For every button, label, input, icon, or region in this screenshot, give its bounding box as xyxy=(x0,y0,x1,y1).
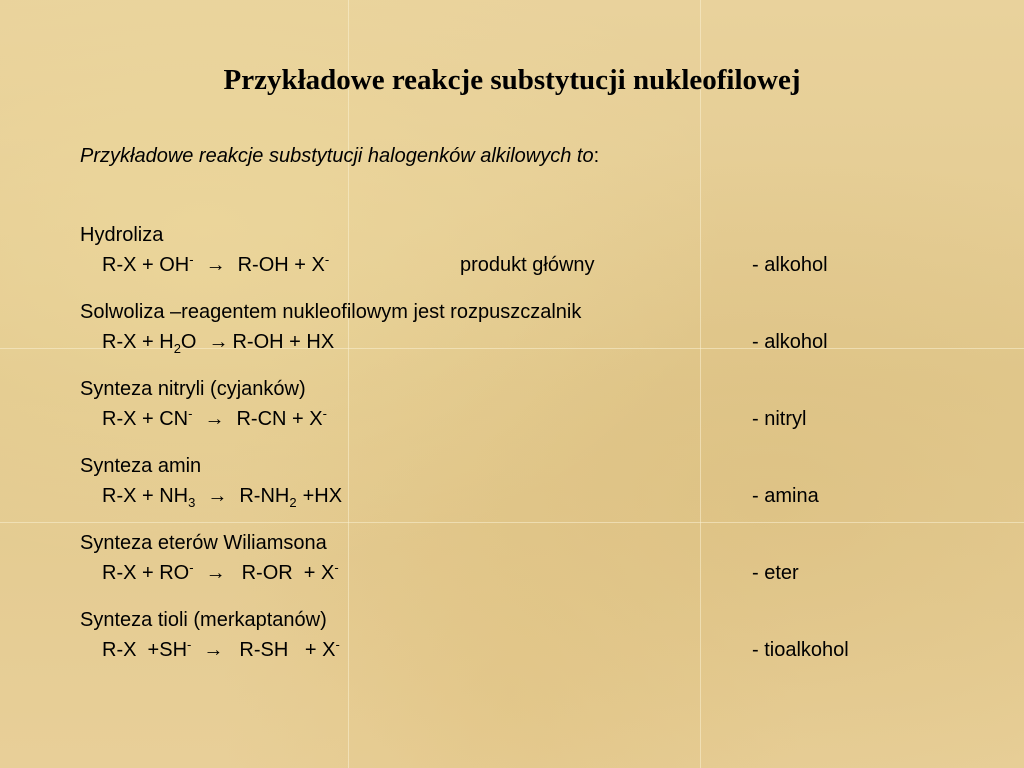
eq-sub: 2 xyxy=(289,495,297,510)
subtitle-text: Przykładowe reakcje substytucji halogenków alkilowych to xyxy=(80,145,594,167)
subtitle-colon: : xyxy=(593,145,600,167)
eq-part: R-OH + HX xyxy=(232,331,335,353)
eq-sub: 2 xyxy=(173,341,181,356)
eq-part: R-X + H xyxy=(102,331,174,353)
reaction-nitrile-synthesis xyxy=(80,374,980,434)
reaction-product: - tioalkohol xyxy=(752,639,849,661)
eq-part: R-X + CN xyxy=(102,408,189,430)
reaction-equation xyxy=(102,250,329,280)
reaction-equation-line xyxy=(80,327,980,357)
reaction-equation xyxy=(102,635,340,665)
reaction-arrow-icon: → xyxy=(205,562,226,584)
eq-part: R-OH + X xyxy=(237,254,325,276)
eq-sub: 3 xyxy=(188,495,196,510)
reaction-note: produkt główny xyxy=(460,254,595,276)
reaction-name: Synteza eterów Wiliamsona xyxy=(80,532,327,554)
eq-part: O xyxy=(180,331,197,353)
reaction-equation xyxy=(102,327,334,357)
eq-part: R-SH + X xyxy=(239,639,336,661)
reaction-equation-line xyxy=(80,558,980,588)
reaction-equation-line xyxy=(80,481,980,511)
reaction-product: - amina xyxy=(752,485,819,507)
reaction-name: Synteza nitryli (cyjanków) xyxy=(80,378,306,400)
eq-part: R-CN + X xyxy=(236,408,323,430)
reaction-equation xyxy=(102,558,339,588)
reaction-arrow-icon: → xyxy=(205,254,226,276)
eq-part: R-X +SH xyxy=(102,639,188,661)
reaction-name: Synteza amin xyxy=(80,455,202,477)
reaction-name: Solwoliza –reagentem nukleofilowym jest rozpuszczalnik xyxy=(80,301,582,323)
reaction-equation-line xyxy=(80,250,980,280)
eq-sup: - xyxy=(324,252,330,267)
reaction-equation-line xyxy=(80,635,980,665)
reaction-amine-synthesis xyxy=(80,451,980,511)
eq-part: R-X + NH xyxy=(102,485,189,507)
reaction-thiol-synthesis xyxy=(80,605,980,665)
reaction-equation xyxy=(102,404,327,434)
reaction-equation xyxy=(102,481,342,511)
reaction-solvolysis xyxy=(80,297,980,357)
reaction-name: Synteza tioli (merkaptanów) xyxy=(80,609,327,631)
reaction-ether-synthesis xyxy=(80,528,980,588)
eq-part: R-X + OH xyxy=(102,254,190,276)
reaction-arrow-icon: → xyxy=(207,485,228,507)
slide-subtitle xyxy=(80,145,599,168)
eq-part: R-X + RO xyxy=(102,562,190,584)
eq-part: R-OR + X xyxy=(241,562,335,584)
reaction-product: - eter xyxy=(752,562,799,584)
eq-part: R-NH xyxy=(239,485,290,507)
eq-sup: - xyxy=(189,252,194,267)
reaction-arrow-icon: → xyxy=(203,639,224,661)
eq-sup: - xyxy=(187,637,192,652)
eq-sup: - xyxy=(334,560,339,575)
eq-sup: - xyxy=(335,637,340,652)
eq-sup: - xyxy=(322,406,327,421)
texture-seam xyxy=(0,522,1024,523)
reaction-product: - alkohol xyxy=(752,331,828,353)
reaction-product: - nitryl xyxy=(752,408,807,430)
reaction-equation-line xyxy=(80,404,980,434)
slide-title: Przykładowe reakcje substytucji nukleofilowej xyxy=(223,64,801,96)
reaction-name: Hydroliza xyxy=(80,224,164,246)
reaction-arrow-icon: → xyxy=(208,331,229,353)
reaction-arrow-icon: → xyxy=(204,408,225,430)
eq-sup: - xyxy=(188,406,193,421)
eq-sup: - xyxy=(189,560,194,575)
reaction-hydrolysis xyxy=(80,220,980,280)
reaction-product: - alkohol xyxy=(752,254,828,276)
eq-part: +HX xyxy=(302,485,343,507)
